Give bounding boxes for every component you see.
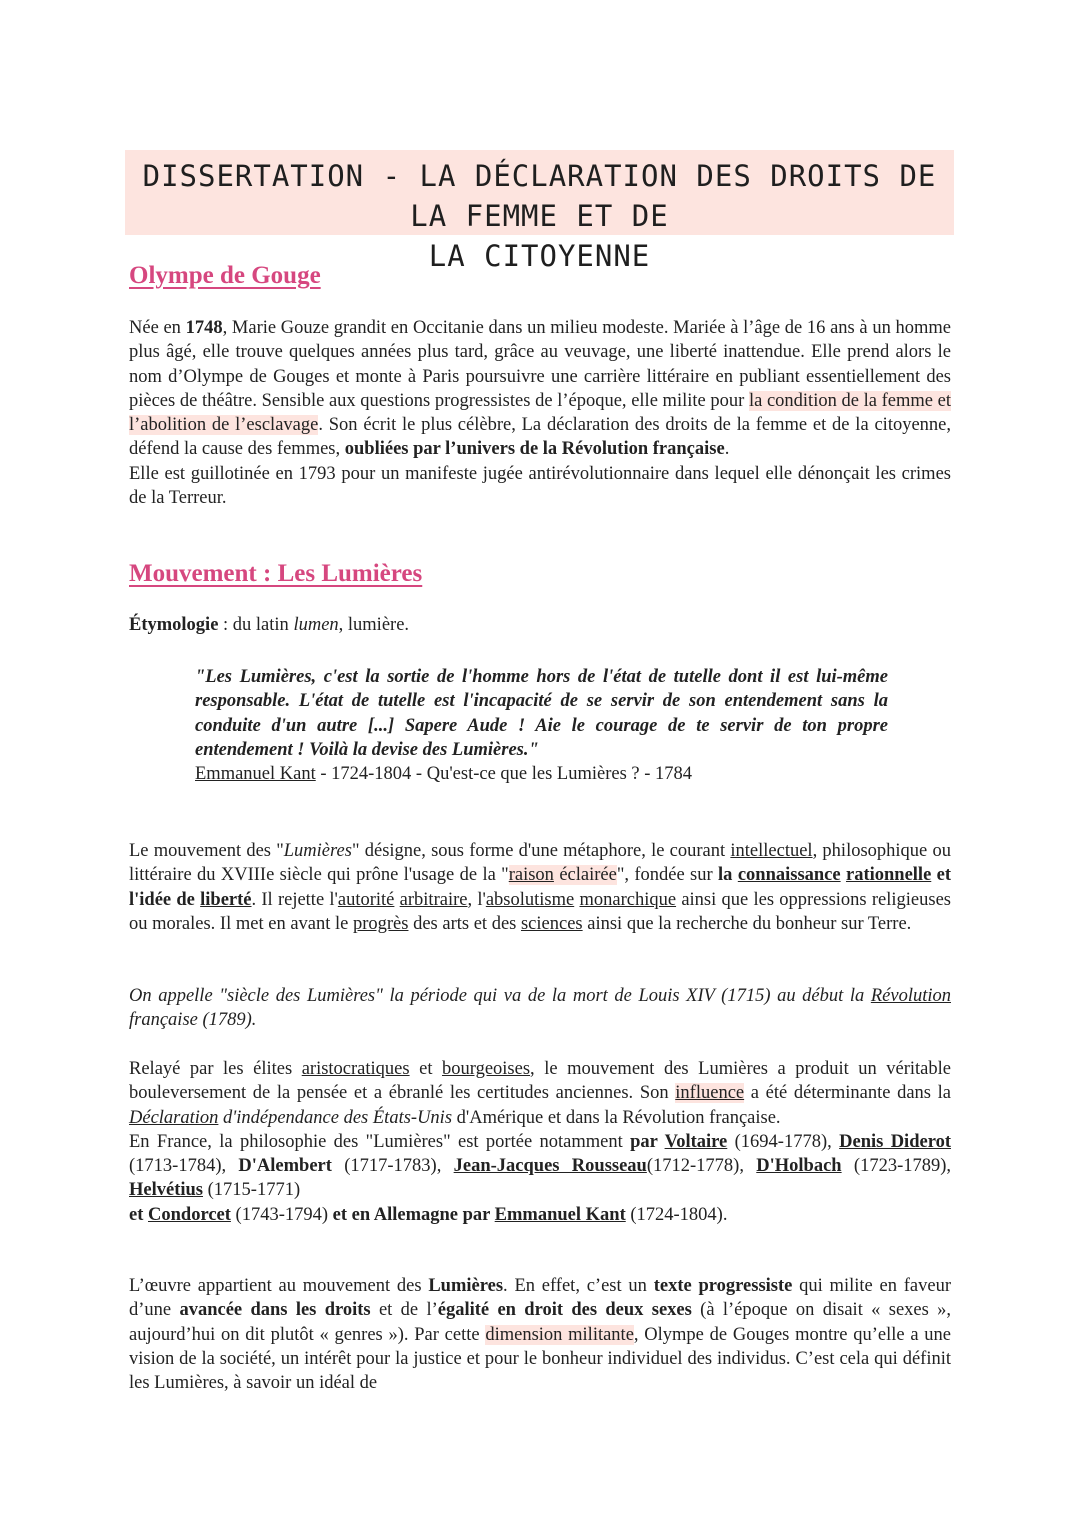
title-line-1: DISSERTATION - LA DÉCLARATION DES DROITS DE LA FEMME ET DE — [142, 159, 937, 233]
paragraph-biography: Née en 1748, Marie Gouze grandit en Occitanie dans un milieu modeste. Mariée à l’âge de 16 ans à un homme plus âgé, elle trouve quelques années plus tard, grâce au veuvage, une liberté inattendue. Elle prend alors le nom d’Olympe de Gouges et monte à Paris poursuivre une carrière littéraire en publiant essentiellement des pièces de théâtre. Sensible aux questions progressistes de l’époque, elle milite pour la condition de la femme et l’abolition de l’esclavage. Son écrit le plus célèbre, La déclaration des droits de la femme et de la citoyenne, défend la cause des femmes, oubliées par l’univers de la Révolution française. Elle est guillotinée en 1793 pour un manifeste jugée antirévolutionnaire dans lequel elle dénonçait les crimes de la Terreur. — [129, 318, 952, 509]
page-title — [125, 150, 954, 273]
kant-quote: "Les Lumières, c'est la sortie de l'homme hors de l'état de tutelle dont il est lui-même responsable. L'état de tutelle est l'incapacité de se servir de son entendement sans la conduite d'un autre [...] Sapere Aude ! Aie le courage de te servir de ton propre entendement ! Voilà la devise des Lumières." Emmanuel Kant - 1724-1804 - Qu'est-ce que les Lumières ? - 1784 — [195, 667, 888, 785]
paragraph-movement: Le mouvement des "Lumières" désigne, sous forme d'une métaphore, le courant intellectuel, philosophique ou littéraire du XVIIIe siècle qui prône l'usage de la "raison éclairée", fondée sur la connaissance rationnelle et l'idée de liberté. Il rejette l'autorité arbitraire, l'absolutisme monarchique ainsi que les oppressions religieuses ou morales. Il met en avant le progrès des arts et des sciences ainsi que la recherche du bonheur sur Terre. — [129, 841, 952, 934]
quote-author: Emmanuel Kant — [195, 764, 316, 785]
heading-olympe: Olympe de Gouge — [129, 262, 321, 289]
highlight-condition: la condition de la femme et l’abolition de l’esclavage — [129, 390, 951, 436]
heading-mouvement: Mouvement : Les Lumières — [129, 560, 423, 587]
etymology-line: Étymologie : du latin lumen, lumière. — [129, 615, 410, 635]
paragraph-relaye: Relayé par les élites aristocratiques et bourgeoises, le mouvement des Lumières a produit un véritable bouleversement de la pensée et a ébranlé les certitudes anciennes. Son influence a été déterminante dans la Déclaration d'indépendance des États-Unis d'Amérique et dans la Révolution française. En France, la philosophie des "Lumières" est portée notamment par Voltaire (1694-1778), Denis Diderot (1713-1784), D'Alembert (1717-1783), Jean-Jacques Rousseau(1712-1778), D'Holbach (1723-1789), Helvétius (1715-1771) et Condorcet (1743-1794) et en Allemagne par Emmanuel Kant (1724-1804). — [129, 1059, 952, 1225]
title-line-2: LA CITOYENNE — [428, 239, 651, 273]
paragraph-siecle: On appelle "siècle des Lumières" la période qui va de la mort de Louis XIV (1715) au début la Révolution française (1789). — [129, 986, 951, 1031]
paragraph-oeuvre: L’œuvre appartient au mouvement des Lumières. En effet, c’est un texte progressiste qui milite en faveur d’une avancée dans les droits et de l’égalité en droit des deux sexes (à l’époque on disait « sexes », aujourd’hui on dit plutôt « genres »). Par cette dimension militante, Olympe de Gouges montre qu’elle a une vision de la société, un intérêt pour la justice et pour le bonheur individuel des individus. C’est cela qui définit les Lumières, à savoir un idéal de — [129, 1276, 952, 1394]
